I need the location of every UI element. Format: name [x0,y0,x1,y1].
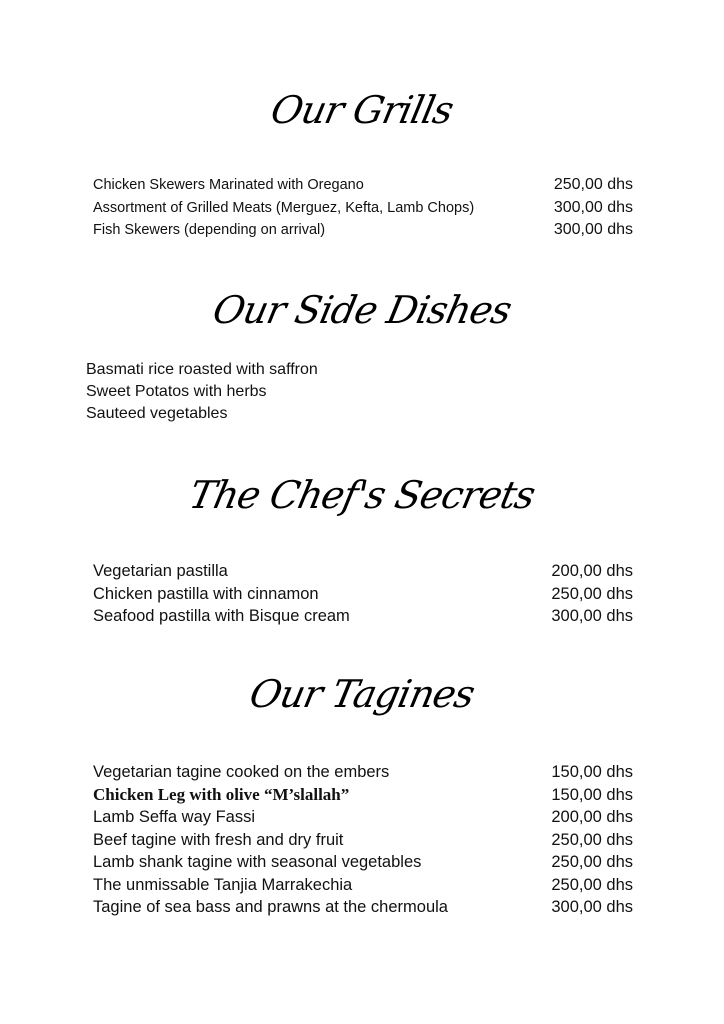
item-price: 150,00 dhs [551,763,633,781]
list-item: Sweet Potatos with herbs [86,383,267,400]
item-price: 250,00 dhs [551,830,633,849]
item-name: Lamb shank tagine with seasonal vegetables [93,853,422,871]
menu-item [93,174,633,197]
item-price: 250,00 dhs [551,584,633,603]
menu-item [93,219,633,242]
chefs-secrets-heading: The Chef's Secrets [185,473,539,517]
tagines-heading: Our Tagines [245,672,479,716]
item-price: 200,00 dhs [551,808,633,826]
menu-item [93,874,633,897]
menu-item [93,560,633,583]
item-price: 250,00 dhs [551,875,633,894]
item-name: Chicken Skewers Marinated with Oregano [93,177,364,193]
menu-item [93,784,633,807]
grills-heading: Our Grills [267,88,457,132]
menu-item [93,197,633,220]
item-name: Beef tagine with fresh and dry fruit [93,830,344,849]
menu-item [93,896,633,919]
item-name: The unmissable Tanjia Marrakechia [93,875,353,894]
item-price: 150,00 dhs [551,785,633,804]
item-price: 300,00 dhs [553,198,633,216]
item-price: 250,00 dhs [551,853,633,871]
chefs-secrets-list [93,560,633,628]
menu-item [93,829,633,852]
menu-item [93,761,633,784]
menu-item [93,605,633,628]
item-price: 300,00 dhs [553,221,633,238]
item-name: Chicken Leg with olive “M’slallah” [93,784,350,804]
item-name: Tagine of sea bass and prawns at the chermoula [93,898,448,916]
list-item: Basmati rice roasted with saffron [86,361,318,378]
item-name: Vegetarian pastilla [93,562,228,580]
item-name: Seafood pastilla with Bisque cream [93,607,350,625]
menu-item [93,851,633,874]
item-price: 250,00 dhs [553,176,633,193]
menu-item [93,806,633,829]
item-name: Fish Skewers (depending on arrival) [93,222,326,238]
side-dishes-list [86,359,318,425]
item-price: 200,00 dhs [551,562,633,580]
item-name: Lamb Seffa way Fassi [93,808,256,826]
item-name: Vegetarian tagine cooked on the embers [93,763,390,781]
item-name: Assortment of Grilled Meats (Merguez, Kefta, Lamb Chops) [93,199,475,216]
tagines-list [93,761,633,919]
item-price: 300,00 dhs [551,607,633,625]
grills-list [93,174,633,242]
list-item: Sauteed vegetables [86,405,228,422]
menu-item [93,583,633,606]
item-name: Chicken pastilla with cinnamon [93,584,319,603]
side-dishes-heading: Our Side Dishes [209,288,515,332]
item-price: 300,00 dhs [551,898,633,916]
